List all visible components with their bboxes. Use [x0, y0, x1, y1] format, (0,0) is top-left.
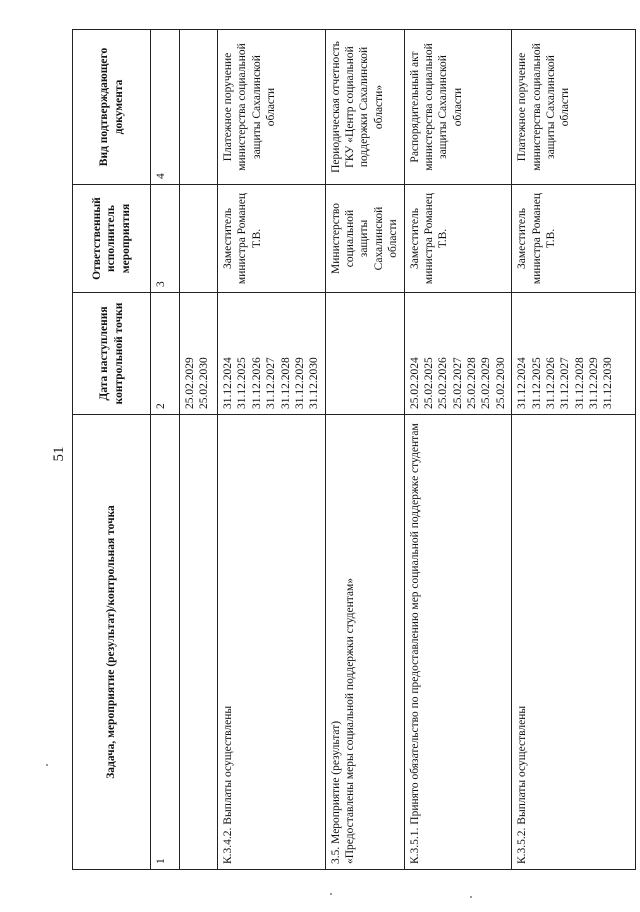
executor-cell: Заместитель министра Романец Т.В. — [218, 185, 326, 293]
task-cell: К.3.4.2. Выплаты осуществлены — [218, 415, 326, 870]
header-task: Задача, мероприятие (результат)/контрольная точка — [73, 415, 151, 870]
dates-cell: 25.02.2024 25.02.2025 25.02.2026 25.02.2027 25.02.2028 25.02.2029 25.02.2030 — [404, 293, 512, 415]
column-numbers-row — [151, 30, 180, 870]
task-cell: К.3.5.2. Выплаты осуществлены — [512, 415, 636, 870]
executor-cell — [180, 185, 218, 293]
dates-cell: 31.12.2024 31.12.2025 31.12.2026 31.12.2027 31.12.2028 31.12.2029 31.12.2030 — [512, 293, 636, 415]
header-date: Дата наступления контрольной точки — [73, 293, 151, 415]
document-cell — [180, 30, 218, 185]
table-row — [404, 30, 512, 870]
table-row — [325, 30, 404, 870]
rotated-page-content — [72, 30, 622, 870]
table-row — [512, 30, 636, 870]
header-document: Вид подтверждающего документа — [73, 30, 151, 185]
activity-title: 3.5. Мероприятие (результат) — [329, 720, 342, 864]
dates-cell: 31.12.2024 31.12.2025 31.12.2026 31.12.2027 31.12.2028 31.12.2029 31.12.2030 — [218, 293, 326, 415]
column-number-2: 2 — [151, 293, 180, 415]
table-row — [180, 30, 218, 870]
activity-name: «Предоставлены меры социальной поддержки студентам» — [344, 577, 356, 864]
scan-speck — [330, 893, 332, 895]
executor-cell: Заместитель министра Романец Т.В. — [512, 185, 636, 293]
executor-cell: Заместитель министра Романец Т.В. — [404, 185, 512, 293]
scan-speck — [46, 764, 48, 766]
column-number-3: 3 — [151, 185, 180, 293]
document-cell: Платежное поручение министерства социальной защиты Сахалинской области — [512, 30, 636, 185]
executor-cell: Министерство социальной защиты Сахалинской области — [325, 185, 404, 293]
document-cell: Распорядительный акт министерства социальной защиты Сахалинской области — [404, 30, 512, 185]
column-number-4: 4 — [151, 30, 180, 185]
table-header-row — [73, 30, 151, 870]
dates-cell — [325, 293, 404, 415]
page-number: 51 — [51, 446, 67, 462]
task-cell — [325, 415, 404, 870]
control-points-table — [72, 29, 636, 870]
scan-speck — [470, 896, 472, 898]
header-executor: Ответственный исполнитель мероприятия — [73, 185, 151, 293]
task-cell — [180, 415, 218, 870]
document-cell: Платежное поручение министерства социальной защиты Сахалинской области — [218, 30, 326, 185]
dates-cell: 25.02.2029 25.02.2030 — [180, 293, 218, 415]
table-row — [218, 30, 326, 870]
task-cell: К.3.5.1. Принято обязательство по предоставлению мер социальной поддержке студентам — [404, 415, 512, 870]
document-cell: Периодическая отчетность ГКУ «Центр социальной поддержки Сахалинской области» — [325, 30, 404, 185]
column-number-1: 1 — [151, 415, 180, 870]
